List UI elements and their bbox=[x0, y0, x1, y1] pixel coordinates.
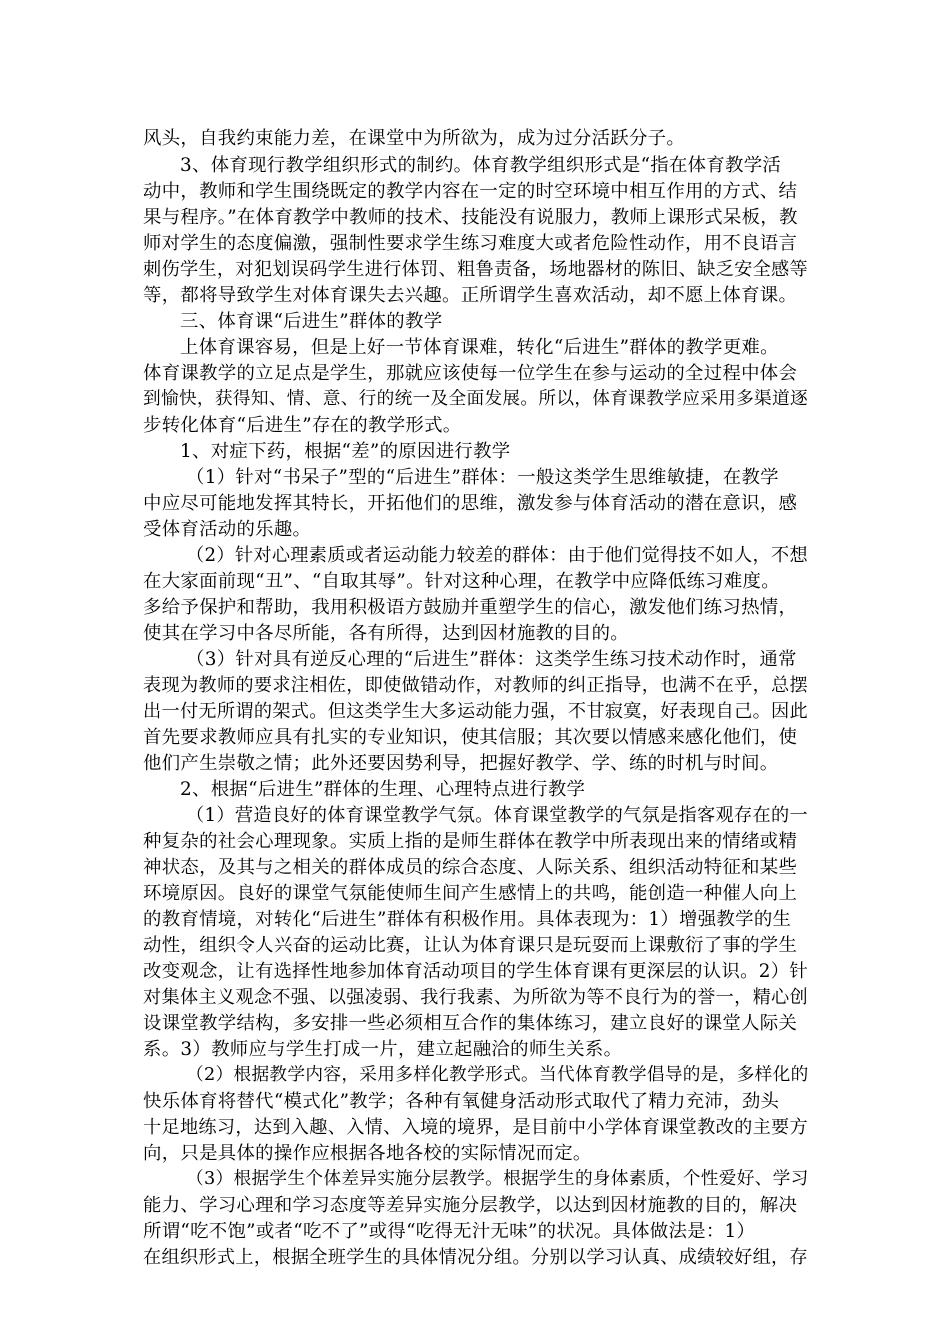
subsection-heading: 1、对症下药，根据“差”的原因进行教学 bbox=[180, 441, 511, 462]
text-line: 他们产生崇敬之情；此外还要因势利导，把握好教学、学、练的时机与时间。 bbox=[143, 753, 779, 774]
text-line: 向，只是具体的操作应根据各地各校的实际情况而定。 bbox=[143, 1143, 592, 1164]
text-line: 步转化体育“后进生”存在的教学形式。 bbox=[143, 415, 462, 436]
text-line: （2）根据教学内容，采用多样化教学形式。当代体育教学倡导的是，多样化的 bbox=[186, 1065, 809, 1085]
text-line: 等，都将导致学生对体育课失去兴趣。正所谓学生喜欢活动，却不愿上体育课。 bbox=[143, 285, 798, 306]
text-line: 使其在学习中各尽所能，各有所得，达到因材施教的目的。 bbox=[143, 623, 629, 644]
text-line: 改变观念，让有选择性地参加体育活动项目的学生体育课有更深层的认识。2）针 bbox=[143, 961, 809, 982]
text-line: 设课堂教学结构，多安排一些必须相互合作的集体练习，建立良好的课堂人际关 bbox=[143, 1013, 798, 1034]
text-line: 多给予保护和帮助，我用积极语方鼓励并重塑学生的信心，激发他们练习热情， bbox=[143, 597, 798, 618]
text-line: 快乐体育将替代“模式化”教学；各种有氧健身活动形式取代了精力充沛，劲头 bbox=[143, 1091, 780, 1112]
text-line: 果与程序。”在体育教学中教师的技术、技能没有说服力，教师上课形式呆板，教 bbox=[143, 207, 798, 228]
text-line: 3、体育现行教学组织形式的制约。体育教学组织形式是“指在体育教学活 bbox=[180, 155, 782, 176]
text-line: 动中，教师和学生围绕既定的教学内容在一定的时空环境中相互作用的方式、结 bbox=[143, 181, 798, 202]
text-line: 神状态，及其与之相关的群体成员的综合态度、人际关系、组织活动特征和某些 bbox=[143, 857, 798, 878]
text-line: 的教育情境，对转化“后进生”群体有积极作用。具体表现为：1）增强教学的生 bbox=[143, 909, 792, 930]
text-line: 中应尽可能地发挥其特长，开拓他们的思维，激发参与体育活动的潜在意识，感 bbox=[143, 493, 798, 514]
text-line: 十足地练习，达到入趣、入情、入境的境界，是目前中小学体育课堂教改的主要方 bbox=[143, 1117, 808, 1138]
text-line: （1）针对“书呆子”型的“后进生”群体：一般这类学生思维敏捷，在教学 bbox=[186, 467, 779, 488]
section-heading: 三、体育课“后进生”群体的教学 bbox=[180, 311, 443, 332]
text-line: 上体育课容易，但是上好一节体育课难，转化“后进生”群体的教学更难。 bbox=[180, 337, 779, 358]
subsection-heading: 2、根据“后进生”群体的生理、心理特点进行教学 bbox=[180, 779, 586, 800]
text-line: 环境原因。良好的课堂气氛能使师生间产生感情上的共鸣，能创造一种催人向上 bbox=[143, 883, 798, 904]
text-line: 刺伤学生，对犯划误码学生进行体罚、粗鲁责备，场地器材的陈旧、缺乏安全感等 bbox=[143, 259, 808, 280]
text-line: （2）针对心理素质或者运动能力较差的群体：由于他们觉得技不如人，不想 bbox=[186, 545, 808, 566]
text-line: 在组织形式上，根据全班学生的具体情况分组。分别以学习认真、成绩较好组，存 bbox=[143, 1247, 808, 1268]
text-line: 表现为教师的要求注相佐，即使做错动作，对教师的纠正指导，也满不在乎，总摆 bbox=[143, 675, 808, 696]
text-line: （1）营造良好的体育课堂教学气氛。体育课堂教学的气氛是指客观存在的一 bbox=[186, 805, 808, 826]
text-line: 在大家面前现“丑”、“自取其辱”。针对这种心理，在教学中应降低练习难度。 bbox=[143, 571, 780, 592]
text-line: 系。3）教师应与学生打成一片，建立起融洽的师生关系。 bbox=[143, 1039, 623, 1060]
text-line: 种复杂的社会心理现象。实质上指的是师生群体在教学中所表现出来的情绪或精 bbox=[143, 831, 798, 852]
text-line: 师对学生的态度偏激，强制性要求学生练习难度大或者危险性动作，用不良语言 bbox=[143, 233, 798, 254]
text-line: 体育课教学的立足点是学生，那就应该使每一位学生在参与运动的全过程中体会 bbox=[143, 363, 798, 384]
text-line: 风头，自我约束能力差，在课堂中为所欲为，成为过分活跃分子。 bbox=[143, 128, 686, 149]
text-line: 出一付无所谓的架式。但这类学生大多运动能力强，不甘寂寞，好表现自己。因此 bbox=[143, 701, 808, 722]
text-line: 所谓“吃不饱”或者“吃不了”或得“吃得无汁无味”的状况。具体做法是：1） bbox=[143, 1221, 756, 1242]
text-line: 对集体主义观念不强、以强凌弱、我行我素、为所欲为等不良行为的誉一，精心创 bbox=[143, 987, 808, 1008]
text-line: 首先要求教师应具有扎实的专业知识，使其信服；其次要以情感来感化他们，使 bbox=[143, 727, 798, 748]
text-line: 能力、学习心理和学习态度等差异实施分层教学，以达到因材施教的目的，解决 bbox=[143, 1195, 798, 1216]
text-line: 到愉快，获得知、情、意、行的统一及全面发展。所以，体育课教学应采用多渠道逐 bbox=[143, 389, 808, 409]
text-line: 动性，组织令人兴奋的运动比赛，让认为体育课只是玩耍而上课敷衍了事的学生 bbox=[143, 935, 798, 956]
text-line: （3）根据学生个体差异实施分层教学。根据学生的身体素质，个性爱好、学习 bbox=[186, 1169, 809, 1189]
text-line: 受体育活动的乐趣。 bbox=[143, 519, 312, 540]
text-line: （3）针对具有逆反心理的“后进生”群体：这类学生练习技术动作时，通常 bbox=[186, 649, 797, 670]
